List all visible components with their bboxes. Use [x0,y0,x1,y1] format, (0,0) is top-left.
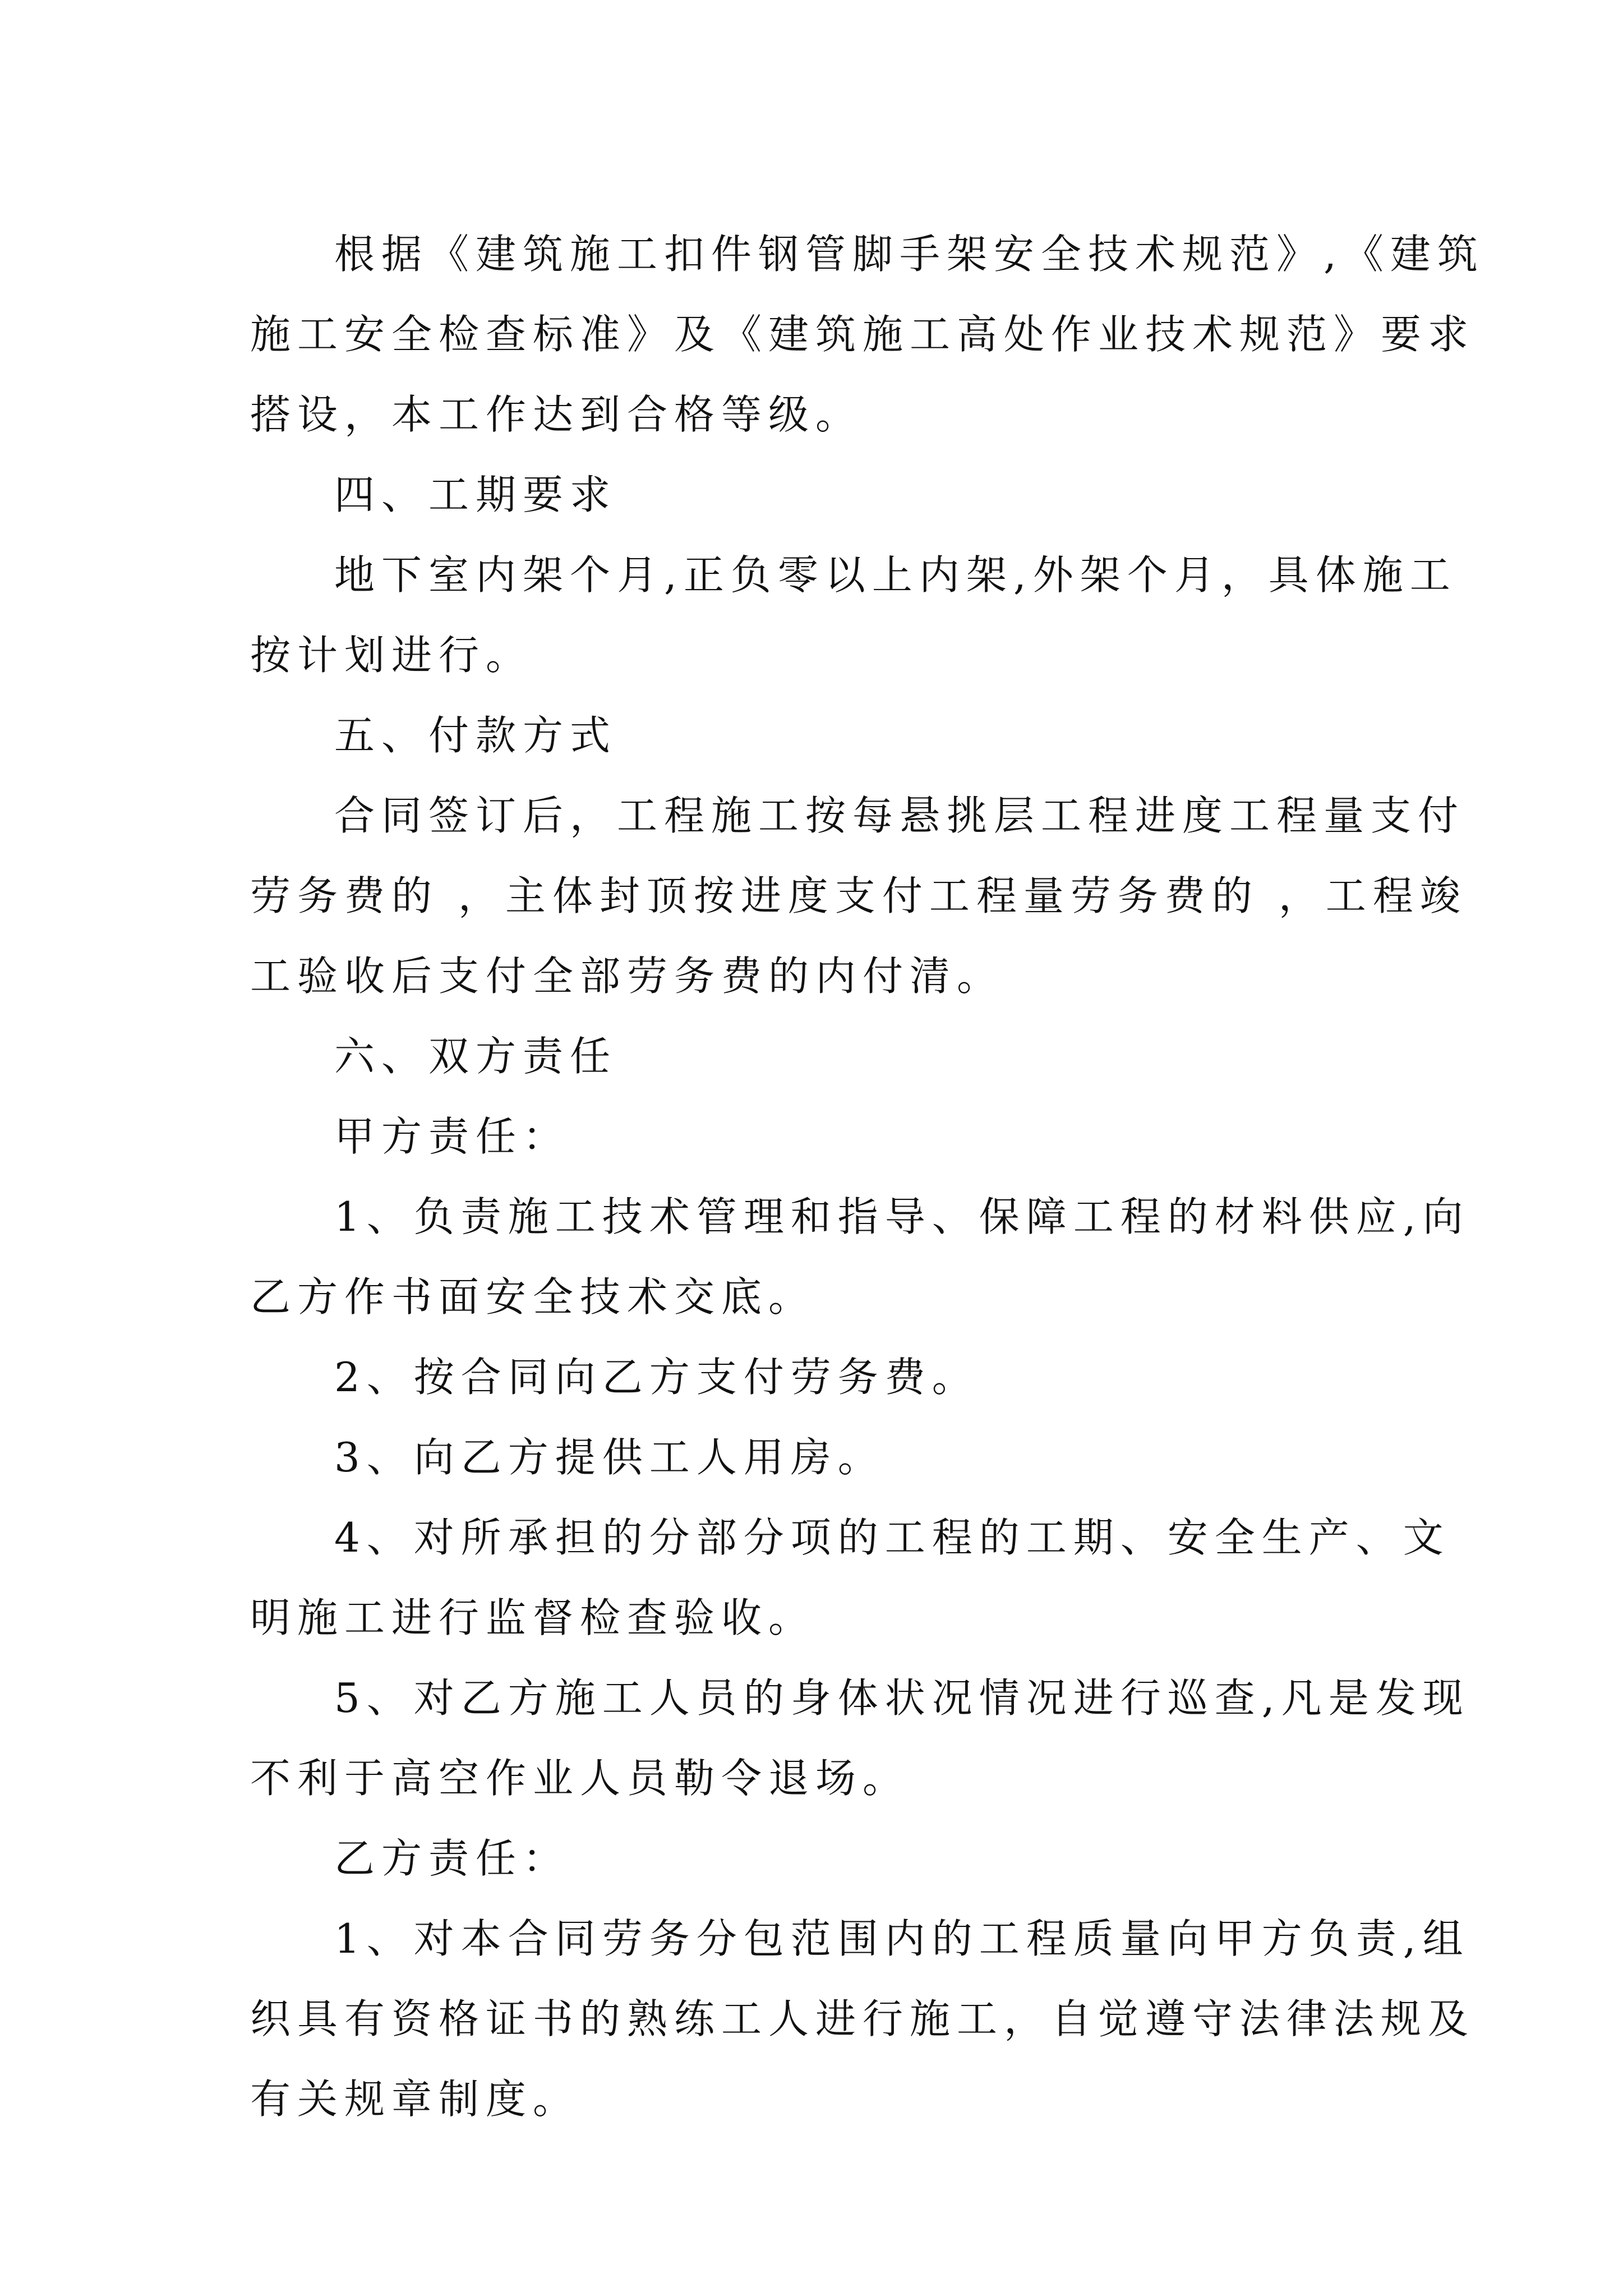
party-a-item-5 [250,1658,1470,1819]
heading-line: 五、付款方式 [334,712,617,759]
party-a-item-3 [250,1418,1389,1498]
text-line: 1、负责施工技术管理和指导、保障工程的材料供应,向 [334,1193,1470,1240]
text-line: 施工安全检查标准》及《建筑施工高处作业技术规范》要求 [250,311,1476,358]
section-heading-payment [250,696,1389,776]
text-line: 按计划进行。 [250,632,533,679]
heading-line: 乙方责任： [334,1835,570,1882]
document-body [250,214,1484,2139]
party-a-item-4 [250,1498,1450,1658]
text-line: 搭设，本工作达到合格等级。 [250,391,863,438]
text-line: 不利于高空作业人员勒令退场。 [250,1755,910,1802]
section-heading-schedule [250,455,1389,535]
text-line: 地下室内架个月,正负零以上内架,外架个月，具体施工 [334,551,1457,599]
paragraph-standard [250,214,1484,455]
section-heading-responsibilities [250,1016,1389,1097]
text-line: 织具有资格证书的熟练工人进行施工，自觉遵守法律法规及 [250,1995,1476,2042]
text-line: 乙方作书面安全技术交底。 [250,1273,816,1320]
text-line: 有关规章制度。 [250,2076,580,2123]
text-line: 明施工进行监督检查验收。 [250,1594,816,1641]
party-b-item-1 [250,1899,1476,2139]
text-line: 3、向乙方提供工人用房。 [334,1434,885,1481]
heading-line: 四、工期要求 [334,471,617,518]
text-line: 根据《建筑施工扣件钢管脚手架安全技术规范》,《建筑 [334,231,1484,278]
text-line: 1、对本合同劳务分包范围内的工程质量向甲方负责,组 [334,1915,1470,1962]
heading-line: 六、双方责任 [334,1033,617,1080]
paragraph-payment [250,776,1467,1016]
text-line: 5、对乙方施工人员的身体状况情况进行巡查,凡是发现 [334,1674,1470,1722]
paragraph-schedule [250,535,1457,696]
text-line: 劳务费的 ，主体封顶按进度支付工程量劳务费的 ，工程竣 [250,872,1467,919]
heading-line: 甲方责任： [334,1113,570,1160]
party-a-heading [250,1097,1389,1177]
text-line: 2、按合同向乙方支付劳务费。 [334,1354,979,1401]
text-line: 工验收后支付全部劳务费的内付清。 [250,953,1004,1000]
party-a-item-1 [250,1177,1470,1337]
text-line: 合同签订后，工程施工按每悬挑层工程进度工程量支付 [334,792,1465,839]
text-line: 4、对所承担的分部分项的工程的工期、安全生产、文 [334,1514,1450,1561]
party-b-heading [250,1819,1389,1899]
party-a-item-2 [250,1337,1389,1418]
